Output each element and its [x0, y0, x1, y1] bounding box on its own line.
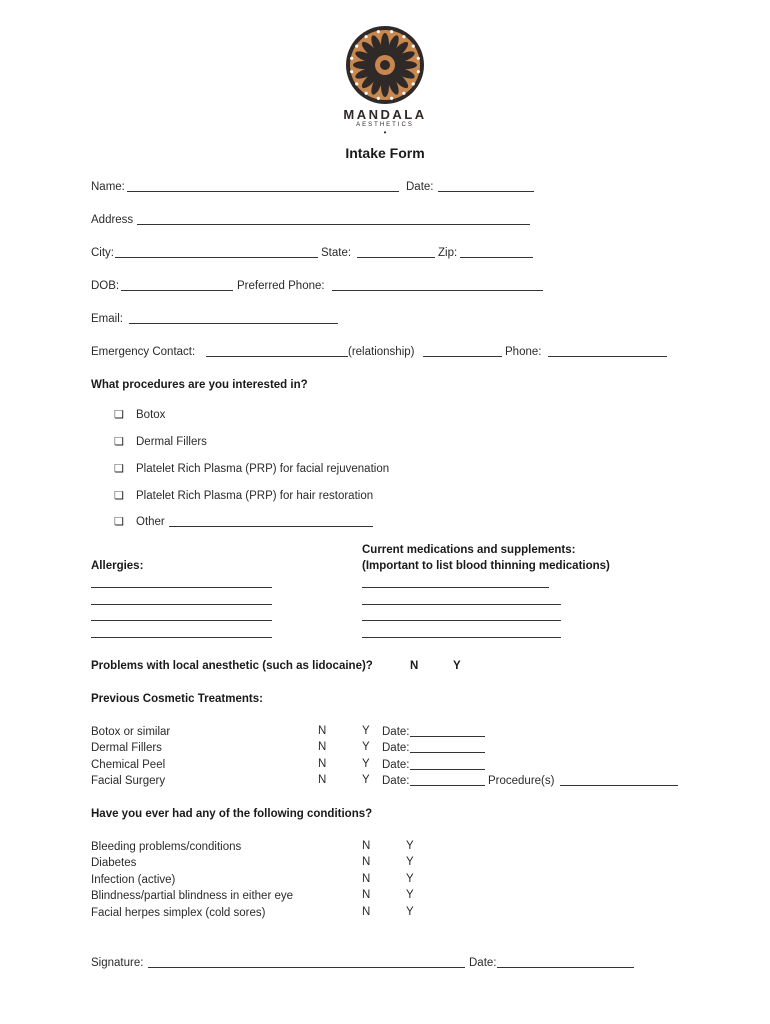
- yes-option[interactable]: Y: [406, 906, 414, 918]
- signature-field[interactable]: [148, 967, 465, 968]
- relationship-label: (relationship): [348, 346, 415, 358]
- checkbox-icon[interactable]: ❏: [114, 490, 124, 502]
- condition-label: Infection (active): [91, 874, 176, 886]
- checkbox-icon[interactable]: ❏: [114, 516, 124, 528]
- treatment-date-field[interactable]: [410, 736, 485, 737]
- anesthetic-yes[interactable]: Y: [453, 660, 461, 672]
- state-label: State:: [321, 247, 352, 259]
- anesthetic-question: Problems with local anesthetic (such as lidocaine)?: [91, 660, 373, 672]
- relationship-field[interactable]: [423, 356, 502, 357]
- medications-line[interactable]: [362, 637, 561, 638]
- no-option[interactable]: N: [318, 774, 327, 786]
- treatment-date-field[interactable]: [410, 769, 485, 770]
- treatment-label: Chemical Peel: [91, 759, 166, 771]
- allergies-line[interactable]: [91, 587, 272, 588]
- no-option[interactable]: N: [318, 725, 327, 737]
- anesthetic-no[interactable]: N: [410, 660, 419, 672]
- dob-label: DOB:: [91, 280, 120, 292]
- phone-label: Phone:: [505, 346, 542, 358]
- medications-line[interactable]: [362, 587, 549, 588]
- zip-field[interactable]: [460, 257, 533, 258]
- treatment-date-field[interactable]: [410, 785, 485, 786]
- treatment-date-label: Date:: [382, 742, 410, 754]
- emergency-contact-label: Emergency Contact:: [91, 346, 196, 358]
- yes-option[interactable]: Y: [406, 856, 414, 868]
- email-field[interactable]: [129, 323, 338, 324]
- no-option[interactable]: N: [362, 873, 371, 885]
- email-label: Email:: [91, 313, 123, 325]
- checkbox-icon[interactable]: ❏: [114, 436, 124, 448]
- dob-field[interactable]: [121, 290, 233, 291]
- date-field[interactable]: [438, 191, 534, 192]
- treatment-label: Dermal Fillers: [91, 742, 162, 754]
- name-label: Name:: [91, 181, 125, 193]
- emergency-contact-field[interactable]: [206, 356, 348, 357]
- yes-option[interactable]: Y: [406, 840, 414, 852]
- procedure-option: Botox: [136, 409, 166, 421]
- treatment-date-field[interactable]: [410, 752, 485, 753]
- condition-label: Facial herpes simplex (cold sores): [91, 907, 266, 919]
- allergies-line[interactable]: [91, 620, 272, 621]
- phone-field[interactable]: [548, 356, 667, 357]
- condition-label: Bleeding problems/conditions: [91, 841, 242, 853]
- yes-option[interactable]: Y: [362, 725, 370, 737]
- form-title: Intake Form: [345, 145, 425, 161]
- treatment-label: Facial Surgery: [91, 775, 166, 787]
- preferred-phone-field[interactable]: [332, 290, 543, 291]
- signature-date-field[interactable]: [497, 967, 634, 968]
- city-field[interactable]: [115, 257, 318, 258]
- medications-line[interactable]: [362, 604, 561, 605]
- no-option[interactable]: N: [362, 840, 371, 852]
- condition-label: Diabetes: [91, 857, 137, 869]
- treatment-date-label: Date:: [382, 759, 410, 771]
- signature-date-label: Date:: [469, 957, 497, 969]
- no-option[interactable]: N: [362, 906, 371, 918]
- medications-heading: Current medications and supplements:: [362, 544, 576, 556]
- state-field[interactable]: [357, 257, 435, 258]
- conditions-heading: Have you ever had any of the following conditions?: [91, 808, 373, 820]
- yes-option[interactable]: Y: [362, 758, 370, 770]
- yes-option[interactable]: Y: [406, 889, 414, 901]
- brand-name: MANDALA: [343, 107, 427, 122]
- city-label: City:: [91, 247, 114, 259]
- other-field[interactable]: [169, 526, 373, 527]
- procedure-option: Platelet Rich Plasma (PRP) for hair restoration: [136, 490, 374, 502]
- zip-label: Zip:: [438, 247, 458, 259]
- procedure-option: Platelet Rich Plasma (PRP) for facial rejuvenation: [136, 463, 390, 475]
- procedure-option: Other: [136, 516, 165, 528]
- preferred-phone-label: Preferred Phone:: [237, 280, 325, 292]
- checkbox-icon[interactable]: ❏: [114, 409, 124, 421]
- allergies-line[interactable]: [91, 604, 272, 605]
- brand-dot: •: [383, 128, 387, 137]
- condition-label: Blindness/partial blindness in either eye: [91, 890, 294, 902]
- procedures-label: Procedure(s): [488, 775, 555, 787]
- medications-subheading: (Important to list blood thinning medications): [362, 560, 610, 572]
- no-option[interactable]: N: [318, 758, 327, 770]
- procedure-option: Dermal Fillers: [136, 436, 207, 448]
- no-option[interactable]: N: [362, 889, 371, 901]
- treatment-date-label: Date:: [382, 726, 410, 738]
- name-field[interactable]: [127, 191, 399, 192]
- address-label: Address: [91, 214, 134, 226]
- no-option[interactable]: N: [318, 741, 327, 753]
- signature-label: Signature:: [91, 957, 144, 969]
- mandala-logo-icon: [345, 25, 425, 105]
- no-option[interactable]: N: [362, 856, 371, 868]
- date-label: Date:: [406, 181, 434, 193]
- allergies-label: Allergies:: [91, 560, 144, 572]
- procedures-field[interactable]: [560, 785, 678, 786]
- yes-option[interactable]: Y: [362, 741, 370, 753]
- treatment-date-label: Date:: [382, 775, 410, 787]
- treatment-label: Botox or similar: [91, 726, 171, 738]
- previous-treatments-heading: Previous Cosmetic Treatments:: [91, 693, 263, 705]
- allergies-line[interactable]: [91, 637, 272, 638]
- brand-subtitle: AESTHETICS: [356, 122, 414, 128]
- procedures-question: What procedures are you interested in?: [91, 379, 308, 391]
- address-field[interactable]: [137, 224, 530, 225]
- medications-line[interactable]: [362, 620, 561, 621]
- yes-option[interactable]: Y: [362, 774, 370, 786]
- checkbox-icon[interactable]: ❏: [114, 463, 124, 475]
- yes-option[interactable]: Y: [406, 873, 414, 885]
